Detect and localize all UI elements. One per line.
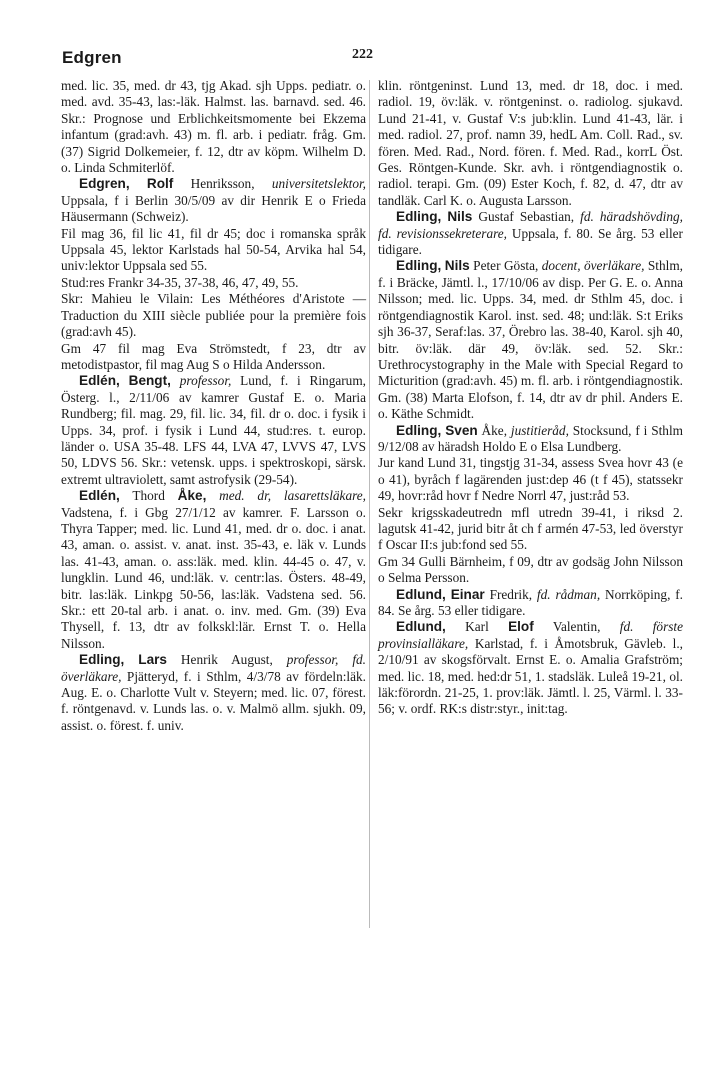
entry-edlen-bengt: Edlén, Bengt, professor, Lund, f. i Ringarum, Österg. l., 2/11/06 av kamrer Gustaf E. o. Maria Rundberg; fil. mag. 29, fil. lic. 34, fil. dr o. doc. i fysik i Upps. 34, prof. i fysik i Lund 44, stud:res. t. europ. länder o. USA 35-48. LFS 44, LVA 47, LVVS 47, LVS 50, LDVS 56. Skr.: vetensk. upps. i spektroskopi, särsk. extremt ultraviolett, samt astrofysik (29-54). xyxy=(61,373,366,487)
left-column xyxy=(61,78,366,734)
entry-title: justitieråd, xyxy=(510,422,569,438)
entry-paragraph: Fil mag 36, fil lic 41, fil dr 45; doc i romanska språk Uppsala 45, lektor Karlstads hal 50-54, Arvika hal 54, univ:lektor Uppsala sed 55. xyxy=(61,225,366,274)
entry-firstname: Sven xyxy=(445,422,478,438)
entry-title: docent, överläkare, xyxy=(541,258,645,274)
entry-paragraph: Jur kand Lund 31, tingstjg 31-34, assess Svea hovr 43 (e o 41), byråch f lagärenden just:dep 46 (t f 45), statssekr 49, hovr:råd hovr f Nedre Norrl 47, just:råd 53. xyxy=(378,455,683,504)
entry-title: fd. häradshövding, fd. revisionssekreterare, xyxy=(378,209,683,241)
entry-firstname: Rolf xyxy=(146,176,174,192)
entry-surname: Edlén, xyxy=(79,373,120,389)
entry-firstname: Lars xyxy=(138,652,167,668)
entry-paragraph: Sekr krigsskadeutredn mfl utredn 39-41, i riksd 2. lagutsk 41-42, jurid bitr åt ch f armén 47-53, led överstyr f Oscar II:s jub:fond sed 55. xyxy=(378,504,683,553)
entry-surname: Edgren, xyxy=(79,176,130,192)
entry-edgren-rolf: Edgren, Rolf Henriksson, universitetslektor, Uppsala, f i Berlin 30/5/09 av dir Henrik E o Frieda Häusermann (Schweiz). xyxy=(61,176,366,225)
entry-title: professor, xyxy=(179,373,232,389)
entry-edling-nils-peter: Edling, Nils Peter Gösta, docent, överläkare, Sthlm, f. i Bräcke, Jämtl. l., 17/10/06 av disp. Per G. E. o. Anna Nilsson; med. lic. Upps. 34, med. dr Sthlm 45, doc. i röntgendiagnostik Karol. inst. sed. 48; und:läk. S:t Eriks sjh 36-37, Seraf:las. 37, Örebro las. 38-40, Karol. sjh 40, bitr. öv:läk. där 49, öv:läk. sed. 52. Skr.: Urethrocystography in the Male with Special Regard to Micturition (grad:avh. 45) m. fl. arb. i röntgendiagnostik. Gm. (38) Marta Elofson, f. 14, dtr av dr phil. Anders E. o. Käthe Schmidt. xyxy=(378,258,683,422)
entry-surname: Edling, xyxy=(396,422,442,438)
entry-surname: Edlén, xyxy=(79,488,120,504)
entry-firstname: Bengt, xyxy=(128,373,171,389)
entry-firstname: Nils xyxy=(444,258,470,274)
entry-title: med. dr, lasarettsläkare, xyxy=(219,488,366,504)
entry-surname: Edling, xyxy=(79,652,125,668)
entry-paragraph: Skr: Mahieu le Vilain: Les Méthéores d'Aristote — Traduction du XIII siècle publiée pour la première fois (grad:avh 45). xyxy=(61,291,366,340)
entry-paragraph: Gm 34 Gulli Bärnheim, f 09, dtr av godsäg John Nilsson o Selma Persson. xyxy=(378,553,683,586)
entry-firstname: Elof xyxy=(508,619,534,635)
entry-paragraph: Stud:res Frankr 34-35, 37-38, 46, 47, 49, 55. xyxy=(61,274,299,290)
entry-surname: Edling, xyxy=(396,258,442,274)
entry-paragraph: Gm 47 fil mag Eva Strömstedt, f 23, dtr av metodistpastor, fil mag Aug S o Hilda Andersson. xyxy=(61,340,366,372)
entry-firstname: Åke, xyxy=(177,488,207,504)
entry-edlund-elof: Edlund, Karl Elof Valentin, fd. förste provinsialläkare, Karlstad, f. i Åmotsbruk, Gävleb. l., 2/10/91 av skogsförvalt. Ernst E. o. Amalia Grafström; med. lic. 18, med. hed:dr 51, 1. stadsläk. Luleå 19-21, ol. läk:förordn. 21-25, 1. prov:läk. Jämtl. l. 25, Värml. l. 33-56; v. ordf. RK:s distr:styr., init:tag. xyxy=(378,619,684,717)
entry-continuation: klin. röntgeninst. Lund 13, med. dr 18, doc. i med. radiol. 19, öv:läk. v. röntgeninst. o. radiolog. sjukavd. Lund 21-41, v. Gustaf V:s jub:klin. Lund 41-43, lär. i med. radiol. 27, prof. namn 39, hedL Am. Coll. Rad., sv. fören. Med. Rad., Nord. fören. f. Med. Rad., korrL Öst. Ges. Röntgen-Kunde. Skr. avh. i röntgendiagnostik o. radiol. terapi. Gm. (09) Ester Koch, f. 82, d. 47, dtr av tandläk. Carl K. o. Augusta Larsson. xyxy=(378,78,683,208)
entry-surname: Edlund, xyxy=(396,619,446,635)
page-number: 222 xyxy=(352,47,373,62)
entry-edling-nils-gustaf: Edling, Nils Gustaf Sebastian, fd. häradshövding, fd. revisionssekreterare, Uppsala, f. 80. Se årg. 53 eller tidigare. xyxy=(378,209,683,258)
entry-firstname: Nils xyxy=(447,209,473,225)
entry-title: fd. rådman, xyxy=(536,586,601,602)
entry-edling-sven: Edling, Sven Åke, justitieråd, Stocksund, f i Sthlm 9/12/08 av häradsh Holdo E o Elsa Lundberg. xyxy=(378,422,683,454)
right-column xyxy=(378,78,683,718)
entry-title: fd. förste provinsialläkare, xyxy=(378,619,684,651)
entry-surname: Edlund, xyxy=(396,586,446,602)
entry-continuation: med. lic. 35, med. dr 43, tjg Akad. sjh Upps. pediatr. o. med. avd. 35-43, las:-läk. Halmst. las. barnavd. sed. 46. Skr.: Prognose und Erblichkeitsmomente bei Ekzema infantum (grad:avh. 43) m. fl. arb. i pediatr. fråg. Gm. (37) Sigrid Dolkemeier, f. 12, dtr av köpm. Wilhelm D. o. Linda Schmiterlöf. xyxy=(61,78,366,176)
entry-firstname: Einar xyxy=(450,586,485,602)
entry-edlen-ake: Edlén, Thord Åke, med. dr, lasarettsläkare, Vadstena, f. i Gbg 27/1/12 av kamrer. F. Larsson o. Thyra Tapper; med. lic. Lund 41, med. dr o. doc. i anat. 43, aman. o. assist. v. anat. inst. 35-43, e. läk v. Lunds las. 41-43, aman. o. ass:läk. med. klin. 44-45 o. 47, v. lungklin. Lund 46, und:läk. v. centr:las. Östers. 48-49, bitr. las:läk. Linkpg 50-56, las:läk. Vadstena sed. 56. Skr.: ett 20-tal arb. i anat. o. inv. med. Gm. (39) Eva Thysell, f. 13, dtr av folkskl:lär. Ernst T. o. Hella Nilsson. xyxy=(61,488,366,651)
entry-edling-lars: Edling, Lars Henrik August, professor, fd. överläkare, Pjätteryd, f. i Sthlm, 4/3/78 av fördeln:läk. Aug. E. o. Charlotte Vult v. Steyern; med. lic. 07, förest. f. röntgenavd. v. Lunds las. o. v. Malmö allm. sjukh. 09, assist. o. förest. f. univ. xyxy=(61,652,366,733)
entry-surname: Edling, xyxy=(396,209,442,225)
column-divider xyxy=(369,80,370,928)
entry-title: universitetslektor, xyxy=(271,176,366,192)
running-headword: Edgren xyxy=(62,48,122,67)
entry-title: professor, fd. överläkare, xyxy=(61,652,366,684)
entry-edlund-einar: Edlund, Einar Fredrik, fd. rådman, Norrköping, f. 84. Se årg. 53 eller tidigare. xyxy=(378,586,684,618)
